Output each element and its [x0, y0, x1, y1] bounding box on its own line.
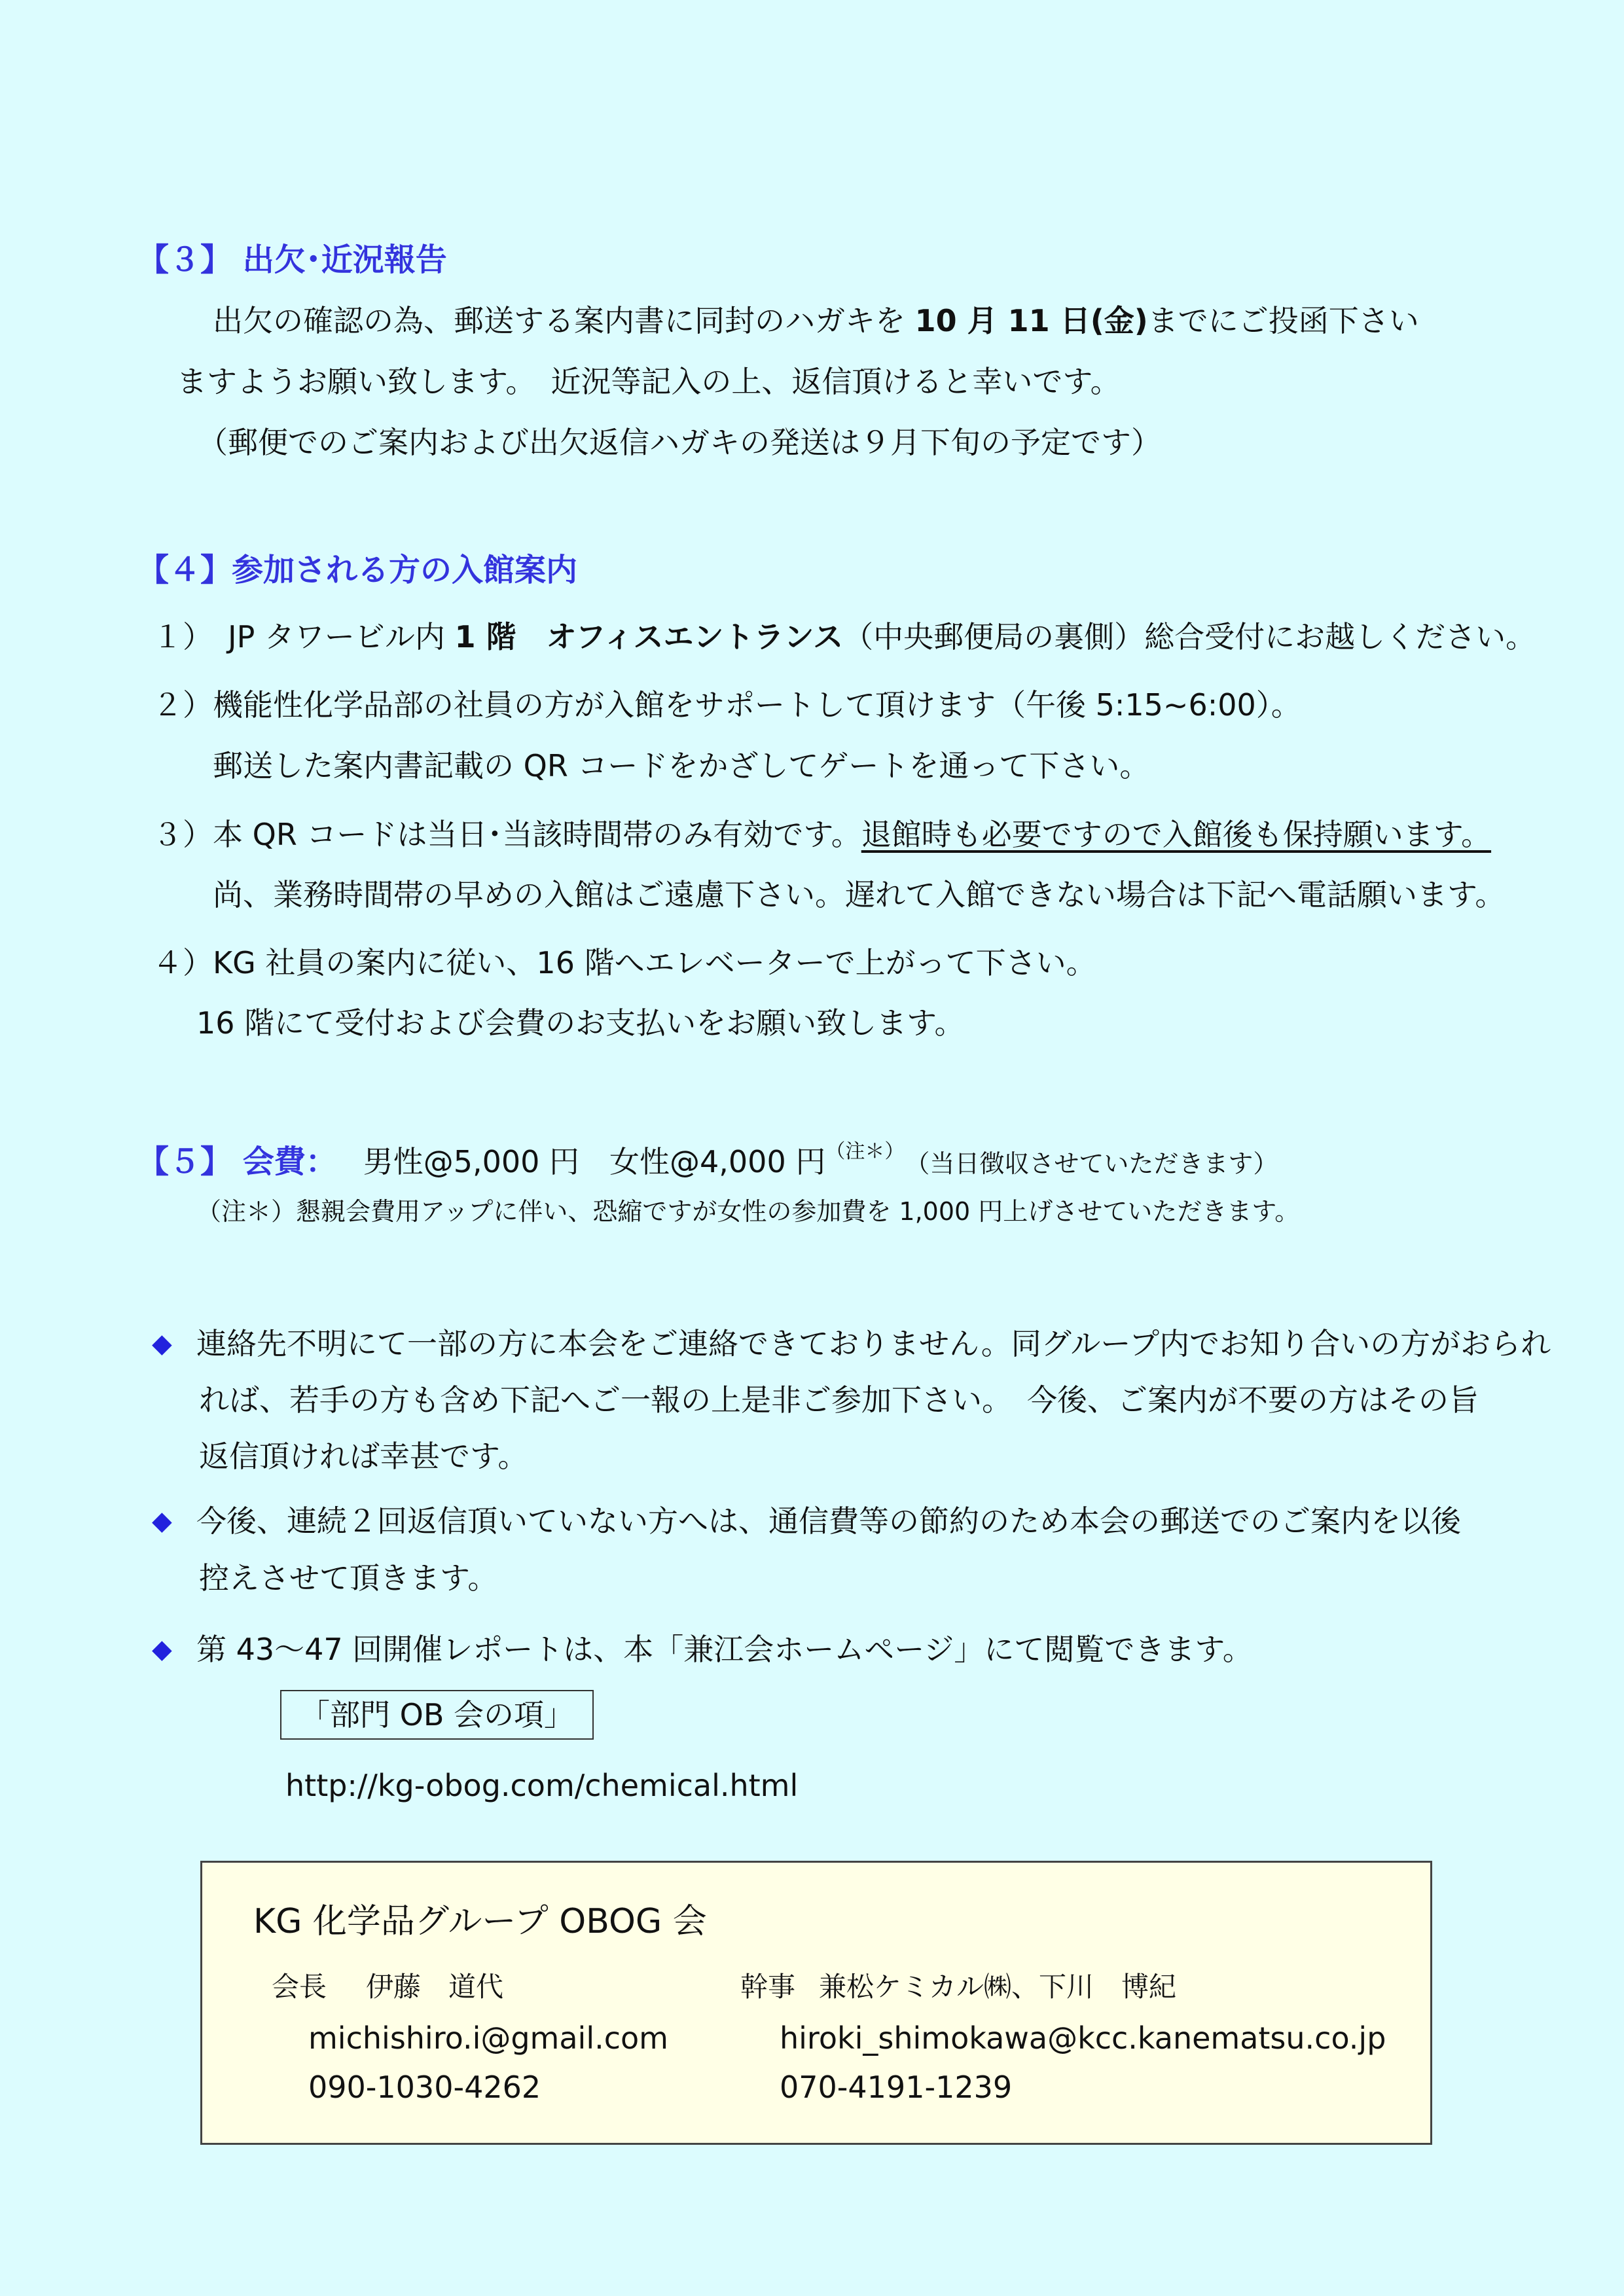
section5-heading: 【５】 会費： — [137, 1143, 337, 1180]
section4-heading: 【４】参加される方の入館案内 — [137, 552, 578, 588]
diamond-bullet-icon: ◆ — [152, 1506, 172, 1536]
ob-section-box: 「部門 OB 会の項」 — [280, 1690, 594, 1740]
section4-item4-line2: 16 階にて受付および会費のお支払いをお願い致します。 — [196, 1005, 965, 1041]
chair-name: 伊藤 道代 — [366, 1971, 504, 2003]
section4-item2-line2: 郵送した案内書記載の QR コードをかざしてゲートを通って下さい。 — [213, 748, 1150, 783]
chair-phone: 090-1030-4262 — [308, 2070, 541, 2105]
item3-prefix: ３）本 QR コードは当日･当該時間帯のみ有効です。 — [153, 817, 861, 852]
bullet1-line1: 連絡先不明にて一部の方に本会をご連絡できておりません。同グループ内でお知り合いの方がおられ — [196, 1326, 1551, 1361]
contact-box — [200, 1861, 1432, 2145]
section4-item4-line1: ４）KG 社員の案内に従い、16 階へエレベーターで上がって下さい。 — [153, 945, 1096, 980]
section3-line3: （郵便でのご案内および出欠返信ハガキの発送は９月下旬の予定です） — [198, 425, 1161, 460]
section5-fee-line — [137, 1132, 1278, 1181]
secretary-name: 兼松ケミカル㈱、下川 博紀 — [819, 1971, 1177, 2003]
section4-item1 — [153, 617, 1536, 656]
item1-suffix: （中央郵便局の裏側）総合受付にお越しください。 — [843, 619, 1536, 655]
fee-collection-note: （当日徴収させていただきます） — [917, 1149, 1278, 1178]
section4-item2-line1: ２）機能性化学品部の社員の方が入館をサポートして頂けます（午後 5:15~6:00）。 — [153, 687, 1301, 723]
homepage-link[interactable]: http://kg-obog.com/chemical.html — [285, 1768, 799, 1803]
group-name: KG 化学品グループ OBOG 会 — [253, 1902, 707, 1941]
bullet2-line1: 今後、連続２回返信頂いていない方へは、通信費等の節約のため本会の郵送でのご案内を以後 — [196, 1503, 1461, 1539]
section5-note-line: （注＊）懇親会費用アップに伴い、恐縮ですが女性の参加費を 1,000 円上げさせていただきます。 — [196, 1197, 1300, 1226]
secretary-phone: 070-4191-1239 — [780, 2070, 1013, 2105]
secretary-title: 幹事 — [740, 1971, 796, 2003]
chair-title: 会長 — [272, 1971, 327, 2003]
section3-line1 — [213, 301, 1419, 340]
section4-item3-line2: 尚、業務時間帯の早めの入館はご遠慮下さい。遅れて入館できない場合は下記へ電話願います。 — [213, 877, 1506, 912]
item1-entrance: 1 階 オフィスエントランス — [454, 619, 844, 655]
bullet2-line2: 控えさせて頂きます。 — [199, 1560, 498, 1596]
item1-prefix: １） JP タワービル内 — [153, 619, 455, 655]
bullet3-line1: 第 43～47 回開催レポートは、本「兼江会ホームページ」にて閲覧できます。 — [196, 1632, 1253, 1667]
diamond-bullet-icon: ◆ — [152, 1634, 172, 1664]
fee-note-mark: （注＊） — [825, 1140, 905, 1163]
bullet1-line2: れば、若手の方も含め下記へご一報の上是非ご参加下さい。 今後、ご案内が不要の方はその旨 — [199, 1382, 1479, 1418]
section3-line2: ますようお願い致します。 近況等記入の上、返信頂けると幸いです。 — [177, 364, 1121, 399]
bullet1-line3: 返信頂ければ幸甚です。 — [199, 1439, 528, 1474]
diamond-bullet-icon: ◆ — [152, 1329, 172, 1359]
section3-heading: 【３】 出欠･近況報告 — [137, 242, 447, 278]
secretary-email[interactable]: hiroki_shimokawa@kcc.kanematsu.co.jp — [780, 2020, 1386, 2056]
item3-underlined: 退館時も必要ですので入館後も保持願います。 — [861, 817, 1492, 852]
chair-email[interactable]: michishiro.i@gmail.com — [308, 2020, 668, 2056]
fee-amounts: 男性@5,000 円 女性@4,000 円 — [363, 1144, 826, 1179]
deadline-suffix: までにご投函下さい — [1147, 303, 1419, 338]
deadline-date: 10 月 11 日(金) — [914, 303, 1148, 338]
section4-item3-line1 — [153, 815, 1491, 854]
deadline-text: 出欠の確認の為、郵送する案内書に同封のハガキを — [213, 303, 915, 338]
